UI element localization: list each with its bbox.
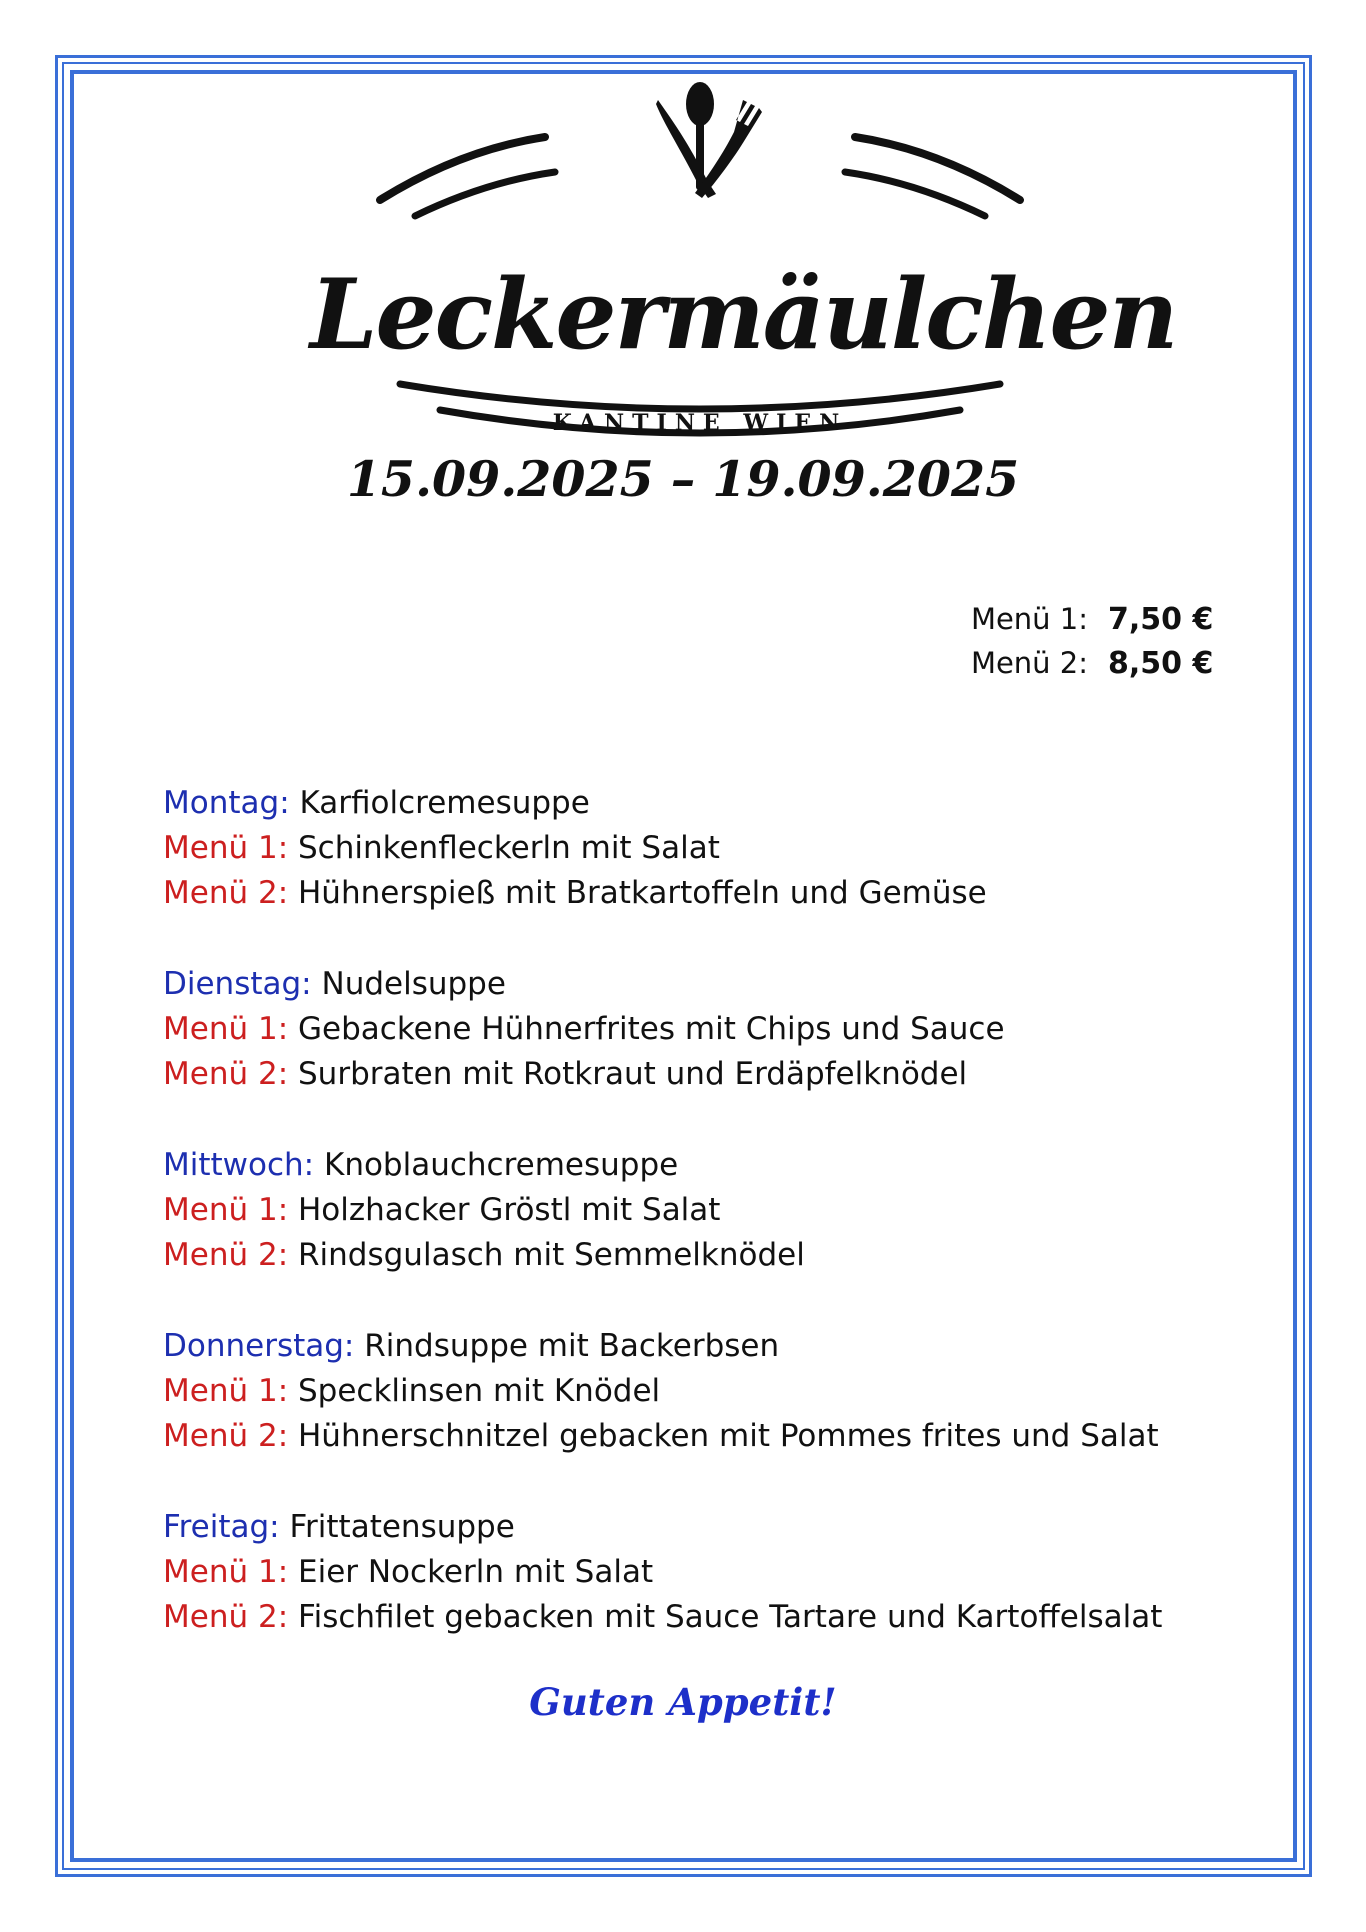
dish: Specklinsen mit Knödel bbox=[298, 1373, 661, 1409]
logo-arc-right-lower bbox=[845, 172, 985, 216]
menu2-line bbox=[163, 871, 1283, 916]
menu1-line bbox=[163, 1369, 1283, 1414]
crossed-cutlery-icon bbox=[656, 82, 762, 198]
menu1-line bbox=[163, 1007, 1283, 1052]
soup-line bbox=[163, 1324, 1283, 1369]
logo-arc-bottom-upper bbox=[400, 384, 1000, 409]
day-section-freitag bbox=[163, 1505, 1283, 1640]
day-name: Dienstag: bbox=[163, 966, 312, 1002]
dish: Gebackene Hühnerfrites mit Chips und Sauce bbox=[298, 1011, 1005, 1047]
dish: Surbraten mit Rotkraut und Erdäpfelknödel bbox=[298, 1056, 968, 1092]
menu1-line bbox=[163, 1188, 1283, 1233]
menu-label: Menü 1: bbox=[163, 1373, 289, 1409]
menu-label: Menü 1: bbox=[163, 830, 289, 866]
logo-title: Leckermäulchen bbox=[310, 258, 1177, 371]
logo-arc-left-lower bbox=[415, 172, 555, 216]
date-range: 15.09.2025 – 19.09.2025 bbox=[346, 450, 1020, 508]
soup-line bbox=[163, 1143, 1283, 1188]
dish: Holzhacker Gröstl mit Salat bbox=[298, 1192, 721, 1228]
day-section-dienstag bbox=[163, 962, 1283, 1097]
day-name: Donnerstag: bbox=[163, 1328, 355, 1364]
menu2-line bbox=[163, 1233, 1283, 1278]
price-label: Menü 2: bbox=[970, 646, 1088, 680]
soup-line bbox=[163, 962, 1283, 1007]
dish: Eier Nockerln mit Salat bbox=[298, 1554, 654, 1590]
menu-label: Menü 2: bbox=[163, 1237, 289, 1273]
dish: Fischfilet gebacken mit Sauce Tartare und Kartoffelsalat bbox=[298, 1599, 1163, 1635]
menu2-line bbox=[163, 1052, 1283, 1097]
soup-line bbox=[163, 1505, 1283, 1550]
menu-label: Menü 1: bbox=[163, 1554, 289, 1590]
menu2-line bbox=[163, 1414, 1283, 1459]
soup: Knoblauchcremesuppe bbox=[323, 1147, 679, 1183]
logo-arc-left-upper bbox=[380, 137, 545, 200]
menu-label: Menü 2: bbox=[163, 1418, 289, 1454]
menu2-line bbox=[163, 1595, 1283, 1640]
price-label: Menü 1: bbox=[970, 602, 1088, 636]
soup: Karfiolcremesuppe bbox=[299, 785, 590, 821]
menu-label: Menü 2: bbox=[163, 1056, 289, 1092]
day-name: Mittwoch: bbox=[163, 1147, 315, 1183]
price-value: 8,50 € bbox=[1108, 646, 1214, 681]
dish: Rindsgulasch mit Semmelknödel bbox=[298, 1237, 805, 1273]
dish: Schinkenfleckerln mit Salat bbox=[298, 830, 720, 866]
menu-label: Menü 1: bbox=[163, 1011, 289, 1047]
day-section-montag bbox=[163, 781, 1283, 916]
closing-text: Guten Appetit! bbox=[529, 1680, 837, 1724]
dish: Hühnerschnitzel gebacken mit Pommes frites und Salat bbox=[298, 1418, 1159, 1454]
logo-artwork bbox=[310, 72, 1177, 442]
day-section-donnerstag bbox=[163, 1324, 1283, 1459]
logo bbox=[310, 72, 1177, 442]
menu-label: Menü 1: bbox=[163, 1192, 289, 1228]
day-name: Freitag: bbox=[163, 1509, 280, 1545]
soup: Frittatensuppe bbox=[289, 1509, 515, 1545]
dish: Hühnerspieß mit Bratkartoffeln und Gemüse bbox=[298, 875, 987, 911]
day-section-mittwoch bbox=[163, 1143, 1283, 1278]
price-list bbox=[900, 602, 1220, 690]
logo-arc-right-upper bbox=[855, 137, 1020, 200]
menu1-line bbox=[163, 826, 1283, 871]
menu-label: Menü 2: bbox=[163, 1599, 289, 1635]
soup: Nudelsuppe bbox=[321, 966, 506, 1002]
logo-subtitle: KANTINE WIEN bbox=[552, 410, 848, 436]
menu1-line bbox=[163, 1550, 1283, 1595]
soup-line bbox=[163, 781, 1283, 826]
menu-label: Menü 2: bbox=[163, 875, 289, 911]
price-value: 7,50 € bbox=[1108, 602, 1214, 637]
soup: Rindsuppe mit Backerbsen bbox=[364, 1328, 780, 1364]
day-name: Montag: bbox=[163, 785, 290, 821]
weekly-menu bbox=[163, 781, 1283, 1686]
price-row-menu1 bbox=[900, 602, 1220, 646]
price-row-menu2 bbox=[900, 646, 1220, 690]
